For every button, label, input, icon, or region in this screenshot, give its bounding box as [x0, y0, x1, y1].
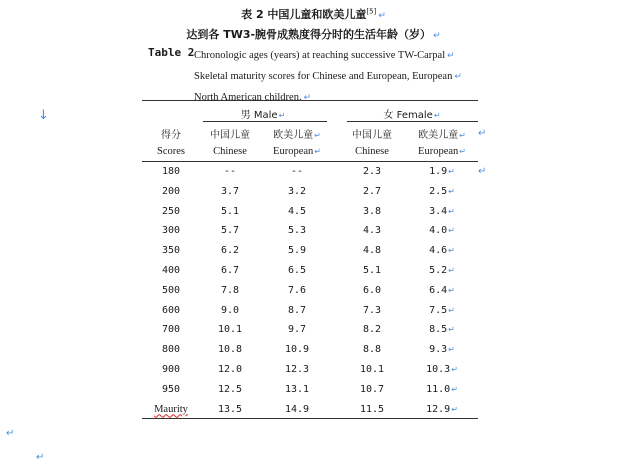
table-cell-score: 700 — [161, 324, 181, 336]
table-cell-m-eu: 3.2 — [287, 185, 307, 197]
table-cell-m-eu: 8.7 — [287, 304, 307, 316]
paragraph-mark-icon: ↵ — [459, 147, 466, 156]
header-male-chinese-cn: 中国儿童 — [210, 130, 250, 141]
table-cell-m-cn: 9.0 — [220, 304, 240, 316]
table-cell-f-cn: 2.3 — [362, 166, 382, 177]
table-cell-f-eu: 4.6↵ — [429, 245, 455, 257]
paragraph-mark-icon: ↵ — [448, 266, 455, 275]
table-cell-score: 500 — [161, 284, 181, 296]
table-cell-f-cn: 2.7 — [362, 185, 382, 197]
paragraph-mark-icon: ↵ — [433, 31, 441, 41]
paragraph-mark-icon: ↵ — [6, 428, 15, 439]
table-cell-f-eu: 7.5↵ — [429, 304, 455, 316]
paragraph-mark-icon: ↵ — [478, 166, 487, 177]
table-cell-m-cn: 5.7 — [220, 225, 240, 237]
table-cell-f-cn: 11.5 — [359, 403, 385, 415]
header-male-chinese-en: Chinese — [213, 146, 247, 157]
table-cell-f-eu: 2.5↵ — [429, 185, 455, 197]
table-cell-score: 800 — [161, 344, 181, 356]
paragraph-mark-icon: ↵ — [448, 186, 455, 196]
table-cell-f-cn: 6.0 — [362, 284, 382, 296]
header-female-european-cn: 欧美儿童↵ — [418, 130, 466, 141]
table-cell-score: 350 — [161, 245, 181, 257]
table-cell-m-eu: 14.9 — [284, 403, 310, 415]
paragraph-mark-icon: ↵ — [448, 167, 455, 176]
table-cell-f-cn: 4.3 — [362, 225, 382, 237]
table-cell-f-cn: 3.8 — [362, 205, 382, 217]
table-cell-f-eu: 9.3↵ — [429, 344, 455, 356]
table-cell-f-cn: 10.1 — [359, 364, 385, 375]
table-cell-m-eu: 7.6 — [287, 284, 307, 296]
paragraph-mark-icon: ↵ — [448, 246, 455, 256]
table-cell-m-cn: 12.5 — [217, 383, 243, 395]
paragraph-mark-icon: ↵ — [303, 92, 312, 102]
table-cell-m-eu: 9.7 — [287, 324, 307, 336]
header-male: 男 Male↵ — [240, 110, 286, 121]
table-cell-f-eu: 5.2↵ — [429, 265, 455, 276]
table-title-cn — [0, 6, 627, 22]
table-cell-score: 300 — [161, 225, 181, 237]
paragraph-mark-icon: ↵ — [378, 11, 386, 21]
table-top-rule — [142, 100, 478, 101]
table-cell-score: 180 — [161, 166, 181, 177]
table-cell-f-eu: 8.5↵ — [429, 324, 455, 336]
arrow-down-icon: ↓ — [38, 108, 49, 123]
caption-line: North American children. ↵ — [194, 92, 312, 103]
title-line-2: 达到各 TW3-腕骨成熟度得分时的生活年龄（岁） — [186, 28, 432, 41]
table-cell-score: 200 — [161, 185, 181, 197]
table-cell-m-eu: 6.5 — [287, 265, 307, 276]
header-female-european-en: European↵ — [418, 146, 466, 157]
table-cell-m-cn: 10.1 — [217, 324, 243, 336]
table-cell-f-cn: 8.8 — [362, 344, 382, 356]
table-cell-f-cn: 8.2 — [362, 324, 382, 336]
table-cell-f-eu: 11.0↵ — [426, 383, 458, 395]
title-line-1: 表 2 中国儿童和欧美儿童 — [241, 8, 367, 21]
reference-marker: [5] — [366, 7, 377, 16]
table-cell-f-cn: 4.8 — [362, 245, 382, 257]
table-cell-f-cn: 10.7 — [359, 383, 385, 395]
table-cell-score: Maurity — [154, 403, 188, 415]
header-score-cn: 得分 — [161, 130, 181, 141]
table-cell-score: 400 — [161, 265, 181, 276]
paragraph-mark-icon: ↵ — [433, 111, 441, 120]
table-cell-score: 950 — [161, 383, 181, 395]
table-cell-m-eu: 13.1 — [284, 383, 310, 395]
table-bottom-rule — [142, 418, 478, 419]
table-cell-m-cn: 3.7 — [220, 185, 240, 197]
table-cell-m-cn: 6.7 — [220, 265, 240, 276]
paragraph-mark-icon: ↵ — [36, 452, 45, 463]
table-subtitle-cn — [0, 26, 627, 42]
paragraph-mark-icon: ↵ — [448, 325, 455, 335]
male-group-rule — [203, 121, 327, 122]
paragraph-mark-icon: ↵ — [314, 147, 321, 156]
table-cell-score: 900 — [161, 364, 181, 375]
female-group-rule — [347, 121, 478, 122]
table-cell-m-eu: 12.3 — [284, 364, 310, 375]
paragraph-mark-icon: ↵ — [448, 305, 455, 315]
table-cell-m-cn: 5.1 — [220, 205, 240, 217]
table-cell-f-cn: 7.3 — [362, 304, 382, 316]
table-cell-f-cn: 5.1 — [362, 265, 382, 276]
table-caption-en — [194, 45, 494, 108]
header-female-chinese-en: Chinese — [355, 146, 389, 157]
table-cell-f-eu: 10.3↵ — [426, 364, 458, 375]
header-female: 女 Female↵ — [383, 110, 441, 121]
paragraph-mark-icon: ↵ — [447, 50, 455, 60]
table-cell-m-cn: 6.2 — [220, 245, 240, 257]
paragraph-mark-icon: ↵ — [448, 285, 455, 295]
paragraph-mark-icon: ↵ — [451, 404, 458, 414]
paragraph-mark-icon: ↵ — [448, 345, 455, 355]
table-cell-f-eu: 6.4↵ — [429, 284, 455, 296]
table-cell-m-eu: -- — [290, 166, 304, 177]
table-cell-m-cn: -- — [223, 166, 237, 177]
table-cell-m-cn: 7.8 — [220, 284, 240, 296]
paragraph-mark-icon: ↵ — [459, 131, 466, 140]
table-cell-score: 600 — [161, 304, 181, 316]
header-bottom-rule — [142, 161, 478, 162]
table-cell-f-eu: 3.4↵ — [429, 205, 455, 217]
caption-line: Chronologic ages (years) at reaching successive TW-Carpal ↵ — [194, 50, 455, 61]
paragraph-mark-icon: ↵ — [278, 111, 286, 120]
paragraph-mark-icon: ↵ — [314, 131, 321, 140]
paragraph-mark-icon: ↵ — [454, 71, 462, 81]
table-cell-f-eu: 4.0↵ — [429, 225, 455, 237]
paragraph-mark-icon: ↵ — [448, 206, 455, 216]
table-cell-f-eu: 1.9↵ — [429, 166, 455, 177]
paragraph-mark-icon: ↵ — [448, 226, 455, 236]
caption-line: Skeletal maturity scores for Chinese and European, European ↵ — [194, 71, 462, 82]
paragraph-mark-icon: ↵ — [478, 128, 487, 139]
table-label-en: Table 2 — [148, 46, 195, 59]
table-cell-m-eu: 4.5 — [287, 205, 307, 217]
paragraph-mark-icon: ↵ — [451, 384, 458, 394]
table-cell-score: 250 — [161, 205, 181, 217]
header-female-chinese-cn: 中国儿童 — [352, 130, 392, 141]
table-cell-m-eu: 5.3 — [287, 225, 307, 237]
table-cell-m-cn: 12.0 — [217, 364, 243, 375]
table-cell-m-eu: 10.9 — [284, 344, 310, 356]
header-score-en: Scores — [157, 146, 185, 157]
table-cell-f-eu: 12.9↵ — [426, 403, 458, 415]
paragraph-mark-icon: ↵ — [451, 365, 458, 374]
table-cell-m-cn: 10.8 — [217, 344, 243, 356]
header-male-european-cn: 欧美儿童↵ — [273, 130, 321, 141]
table-cell-m-cn: 13.5 — [217, 403, 243, 415]
header-male-european-en: European↵ — [273, 146, 321, 157]
table-cell-m-eu: 5.9 — [287, 245, 307, 257]
